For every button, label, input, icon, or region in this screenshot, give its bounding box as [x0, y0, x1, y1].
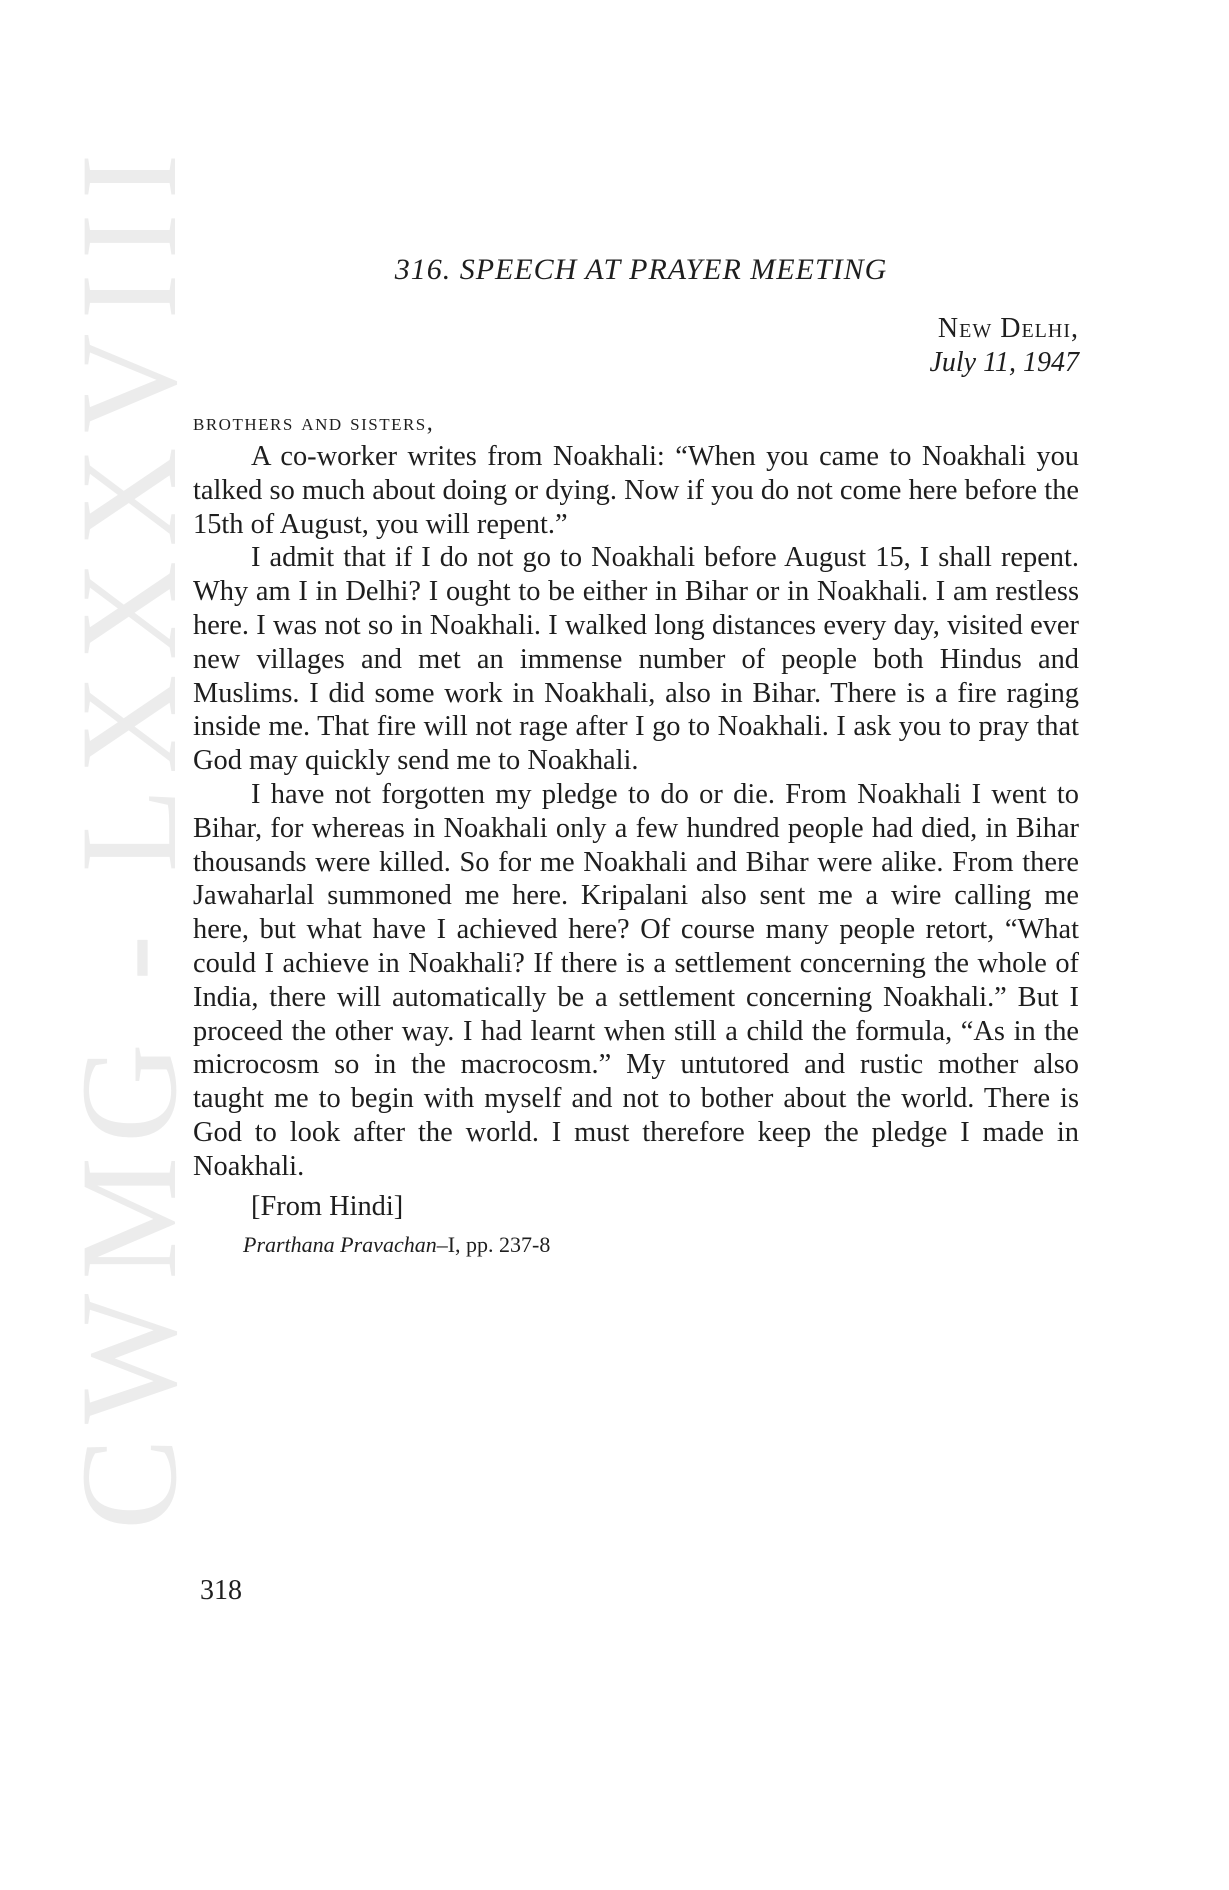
source-title: Prarthana Pravachan [243, 1231, 437, 1257]
source-citation [243, 1230, 1079, 1260]
salutation: brothers and sisters, [193, 410, 435, 436]
place-line [193, 312, 1079, 346]
place: New Delhi, [937, 313, 1079, 344]
date-line [193, 346, 1079, 380]
watermark: CWMG - LXXXVIII [52, 139, 205, 1530]
source-pages: –I, pp. 237-8 [436, 1231, 551, 1257]
date: July 11, 1947 [929, 347, 1079, 378]
translation-note: [From Hindi] [251, 1190, 404, 1222]
document-page [193, 250, 1079, 1260]
paragraph-2: I admit that if I do not go to Noakhali before August 15, I shall repent. Why am I in Delhi? I ought to be either in Bihar or in Noakhali. I am restless here. I was not so in Noakhali. I walked long distances every day, visited ever new villages and met an immense number of people both Hindus and Muslims. I did some work in Noakhali, also in Bihar. There is a fire raging inside me. That fire will not rage after I go to Noakhali. I ask you to pray that God may quickly send me to Noakhali. [193, 542, 1079, 777]
document-title: 316. SPEECH AT PRAYER MEETING [394, 253, 888, 286]
page-number: 318 [200, 1575, 242, 1606]
paragraph-1: A co-worker writes from Noakhali: “When you came to Noakhali you talked so much about doing or dying. Now if you do not come here before the 15th of August, you will repent.” [193, 441, 1079, 540]
paragraph-3: I have not forgotten my pledge to do or die. From Noakhali I went to Bihar, for whereas in Noakhali only a few hundred people had died, in Bihar thousands were killed. So for me Noakhali and Bihar were alike. From there Jawaharlal summoned me here. Kripalani also sent me a wire calling me here, but what have I achieved here? Of course many people retort, “What could I achieve in Noakhali? If there is a settlement concerning the whole of India, there will automatically be a settlement concerning Noakhali.” But I proceed the other way. I had learnt when still a child the formula, “As in the microcosm so in the macrocosm.” My untutored and rustic mother also taught me to begin with myself and not to bother about the world. There is God to look after the world. I must therefore keep the pledge I made in Noakhali. [193, 778, 1079, 1182]
